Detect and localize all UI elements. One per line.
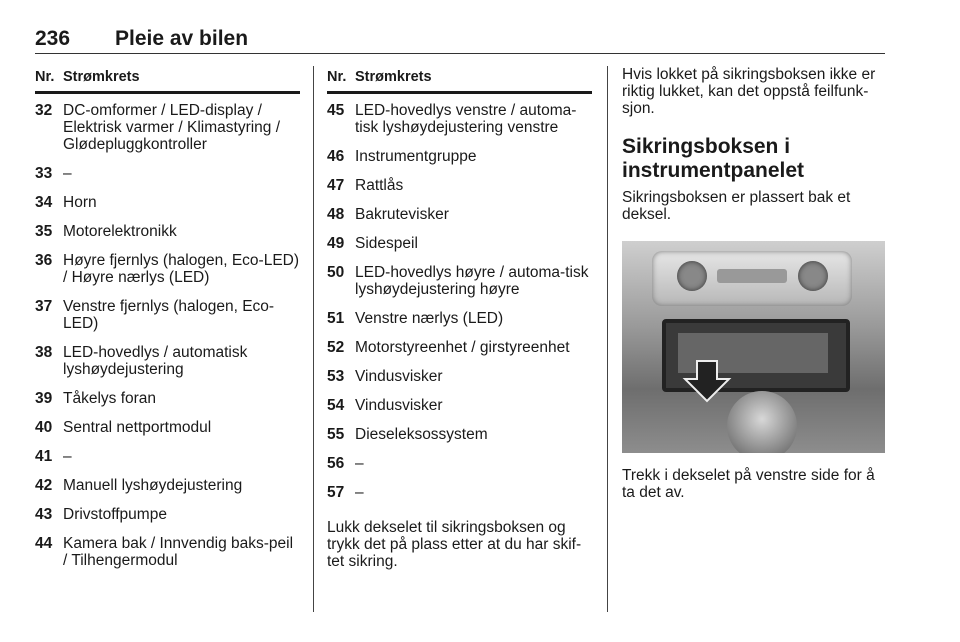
- fuse-circuit: Instrumentgruppe: [355, 148, 477, 165]
- fuse-circuit: Horn: [63, 194, 97, 211]
- page-header: [35, 27, 885, 53]
- fuse-row: [327, 455, 592, 484]
- fuse-number: 33: [35, 165, 53, 182]
- column-3: [622, 66, 887, 501]
- fuse-row: [35, 477, 300, 506]
- fuse-row: [35, 506, 300, 535]
- fuse-circuit: Bakrutevisker: [355, 206, 449, 223]
- fuse-circuit: DC-omformer / LED-display / Elektrisk varmer / Klimastyring / Glødepluggkontroller: [63, 102, 281, 153]
- fuse-row: [327, 177, 592, 206]
- fuse-number: 51: [327, 310, 345, 327]
- fuse-row: [327, 310, 592, 339]
- fuse-circuit: Tåkelys foran: [63, 390, 157, 407]
- column-2: [327, 66, 592, 570]
- fuse-number: 43: [35, 506, 53, 523]
- fuse-table-2: [327, 66, 592, 513]
- fuse-row: [35, 165, 300, 194]
- fuse-row: [327, 339, 592, 368]
- fuse-row: [35, 194, 300, 223]
- fuse-number: 57: [327, 484, 345, 501]
- fuse-row: [327, 264, 592, 310]
- fuse-number: 39: [35, 390, 53, 407]
- fuse-number: 41: [35, 448, 53, 465]
- subsection-heading: Sikringsboksen i instrumentpanelet: [622, 135, 805, 182]
- fuse-number: 54: [327, 397, 345, 414]
- fuse-row: [35, 223, 300, 252]
- fuse-row: [35, 535, 300, 581]
- fuse-number: 55: [327, 426, 345, 443]
- column-1: [35, 66, 300, 581]
- column-divider: [607, 66, 608, 612]
- fuse-circuit: Høyre fjernlys (halogen, Eco-LED) / Høyre nærlys (LED): [63, 252, 300, 286]
- fuse-circuit: Kamera bak / Innvendig baks-peil / Tilhengermodul: [63, 535, 294, 569]
- fuse-number: 44: [35, 535, 53, 552]
- fuse-row: [35, 93, 300, 166]
- fuse-circuit: Venstre fjernlys (halogen, Eco-LED): [63, 298, 275, 332]
- header-nr: Nr.: [35, 66, 63, 93]
- fuse-table-1: [35, 66, 300, 581]
- fuse-number: 46: [327, 148, 345, 165]
- climate-buttons: [717, 269, 787, 283]
- fuse-circuit: Sidespeil: [355, 235, 418, 252]
- remove-cover-instruction: Trekk i dekselet på venstre side for å ta det av.: [622, 467, 875, 501]
- fuse-circuit: –: [355, 455, 364, 472]
- fuse-row: [35, 390, 300, 419]
- fuse-row: [35, 419, 300, 448]
- fuse-circuit: Vindusvisker: [355, 368, 443, 385]
- gear-shifter: [727, 391, 797, 453]
- header-circuit: Strømkrets: [63, 66, 300, 93]
- fuse-number: 42: [35, 477, 53, 494]
- fusebox-location: Sikringsboksen er plassert bak et deksel.: [622, 189, 851, 223]
- section-title: Pleie av bilen: [115, 27, 249, 50]
- fuse-row: [35, 448, 300, 477]
- column-divider: [313, 66, 314, 612]
- fuse-number: 32: [35, 102, 53, 119]
- header-nr: Nr.: [327, 66, 355, 93]
- fuse-row: [35, 298, 300, 344]
- fuse-circuit: Venstre nærlys (LED): [355, 310, 504, 327]
- fuse-number: 52: [327, 339, 345, 356]
- lid-warning: Hvis lokket på sikringsboksen ikke er riktig lukket, kan det oppstå feilfunk-sjon.: [622, 66, 876, 117]
- fuse-number: 35: [35, 223, 53, 240]
- replace-fuse-note: Lukk dekselet til sikringsboksen og trykk det på plass etter at du har skif-tet sikring.: [327, 519, 582, 570]
- fuse-row: [327, 148, 592, 177]
- climate-knob-left: [677, 261, 707, 291]
- fuse-row: [327, 368, 592, 397]
- fuse-circuit: LED-hovedlys / automatisk lyshøydejustering: [63, 344, 248, 378]
- fuse-number: 47: [327, 177, 345, 194]
- fuse-number: 53: [327, 368, 345, 385]
- fuse-circuit: Manuell lyshøydejustering: [63, 477, 243, 494]
- fuse-number: 56: [327, 455, 345, 472]
- page-number: 236: [35, 27, 71, 50]
- fuse-circuit: –: [63, 448, 72, 465]
- fuse-number: 34: [35, 194, 53, 211]
- fuse-number: 48: [327, 206, 345, 223]
- fuse-number: 45: [327, 102, 345, 119]
- fuse-number: 36: [35, 252, 53, 269]
- fuse-circuit: Drivstoffpumpe: [63, 506, 167, 523]
- fuse-number: 38: [35, 344, 53, 361]
- fuse-row: [327, 93, 592, 149]
- fuse-row: [327, 484, 592, 513]
- fuse-circuit: –: [355, 484, 364, 501]
- fuse-number: 49: [327, 235, 345, 252]
- fuse-circuit: Motorelektronikk: [63, 223, 177, 240]
- fuse-number: 50: [327, 264, 345, 281]
- fuse-row: [327, 206, 592, 235]
- fuse-row: [327, 426, 592, 455]
- fuse-circuit: –: [63, 165, 72, 182]
- fuse-row: [35, 252, 300, 298]
- fuse-circuit: LED-hovedlys venstre / automa-tisk lyshøydejustering venstre: [355, 102, 577, 136]
- climate-knob-right: [798, 261, 828, 291]
- fuse-number: 37: [35, 298, 53, 315]
- fuse-row: [35, 344, 300, 390]
- fuse-number: 40: [35, 419, 53, 436]
- down-arrow-icon: [682, 359, 732, 403]
- header-circuit: Strømkrets: [355, 66, 592, 93]
- fuse-row: [327, 397, 592, 426]
- fuse-circuit: Sentral nettportmodul: [63, 419, 212, 436]
- fuse-row: [327, 235, 592, 264]
- instrument-panel-photo: [622, 241, 885, 453]
- fuse-circuit: Motorstyreenhet / girstyreenhet: [355, 339, 570, 356]
- fuse-circuit: Dieseleksossystem: [355, 426, 488, 443]
- fuse-circuit: Rattlås: [355, 177, 404, 194]
- fuse-circuit: Vindusvisker: [355, 397, 443, 414]
- fuse-circuit: LED-hovedlys høyre / automa-tisk lyshøydejustering høyre: [355, 264, 589, 298]
- header-rule: [35, 53, 885, 54]
